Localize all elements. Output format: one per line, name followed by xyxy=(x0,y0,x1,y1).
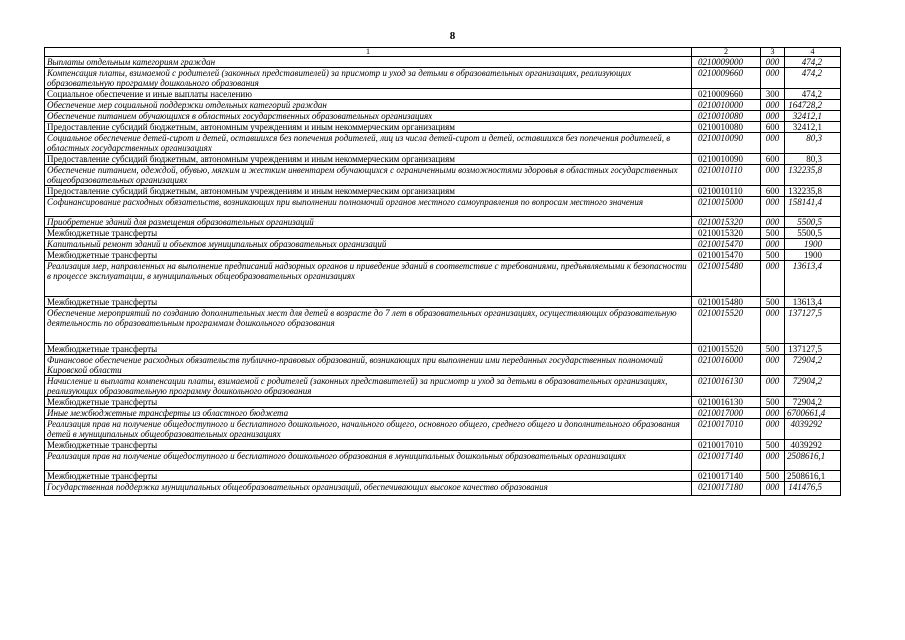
row-name-cell: Межбюджетные трансферты xyxy=(45,250,692,261)
table-row xyxy=(45,89,841,100)
row-code-cell: 0210017140 xyxy=(692,471,761,482)
row-name-cell: Предоставление субсидий бюджетным, автономным учреждениям и иным некоммерческим организациям xyxy=(45,122,692,133)
row-name-cell: Социальное обеспечение и иные выплаты населению xyxy=(45,89,692,100)
row-code-cell: 0210010090 xyxy=(692,133,761,154)
row-type-cell: 000 xyxy=(761,261,785,297)
row-amount-cell: 474,2 xyxy=(785,57,841,68)
row-type-cell: 000 xyxy=(761,217,785,228)
row-code-cell: 0210017140 xyxy=(692,451,761,471)
row-code-cell: 0210015320 xyxy=(692,217,761,228)
row-code-cell: 0210016000 xyxy=(692,355,761,376)
row-amount-cell: 164728,2 xyxy=(785,100,841,111)
table-row xyxy=(45,397,841,408)
row-type-cell: 000 xyxy=(761,408,785,419)
row-amount-cell: 5500,5 xyxy=(785,228,841,239)
table-row xyxy=(45,471,841,482)
page-number: 8 xyxy=(449,30,456,42)
row-amount-cell: 13613,4 xyxy=(785,297,841,308)
row-code-cell: 0210015470 xyxy=(692,239,761,250)
row-code-cell: 0210015480 xyxy=(692,261,761,297)
table-row xyxy=(45,344,841,355)
row-name-cell: Межбюджетные трансферты xyxy=(45,344,692,355)
row-code-cell: 0210015520 xyxy=(692,344,761,355)
row-name-cell: Иные межбюджетные трансферты из областного бюджета xyxy=(45,408,692,419)
row-type-cell: 300 xyxy=(761,89,785,100)
row-name-cell: Предоставление субсидий бюджетным, автономным учреждениям и иным некоммерческим организациям xyxy=(45,154,692,165)
row-type-cell: 500 xyxy=(761,471,785,482)
table-row xyxy=(45,111,841,122)
row-code-cell: 0210015470 xyxy=(692,250,761,261)
row-name-cell: Реализация прав на получение общедоступного и бесплатного дошкольного, начального общего, основного общего, среднего общего и дополнительного образования детей в муниципальных общеобразовательных организациях xyxy=(45,419,692,440)
row-type-cell: 000 xyxy=(761,111,785,122)
row-amount-cell: 13613,4 xyxy=(785,261,841,297)
row-type-cell: 000 xyxy=(761,239,785,250)
row-type-cell: 000 xyxy=(761,57,785,68)
row-name-cell: Государственная поддержка муниципальных общеобразовательных организаций, обеспечивающих высокое качество образования xyxy=(45,482,692,496)
row-amount-cell: 5500,5 xyxy=(785,217,841,228)
row-name-cell: Начисление и выплата компенсации платы, взимаемой с родителей (законных представителей) за присмотр и уход за детьми в образовательных организациях, реализующих образовательную программу дошкольного образования xyxy=(45,376,692,397)
row-code-cell: 0210015520 xyxy=(692,308,761,344)
row-code-cell: 0210010110 xyxy=(692,165,761,186)
row-amount-cell: 474,2 xyxy=(785,89,841,100)
row-amount-cell: 2508616,1 xyxy=(785,471,841,482)
row-type-cell: 000 xyxy=(761,133,785,154)
row-name-cell: Межбюджетные трансферты xyxy=(45,440,692,451)
row-name-cell: Обеспечение мер социальной поддержки отдельных категорий граждан xyxy=(45,100,692,111)
row-name-cell: Реализация прав на получение общедоступного и бесплатного дошкольного образования в муниципальных дошкольных образовательных организациях xyxy=(45,451,692,471)
table-row xyxy=(45,451,841,471)
row-type-cell: 000 xyxy=(761,68,785,89)
table-header-row xyxy=(45,48,841,57)
table-row xyxy=(45,408,841,419)
row-name-cell: Межбюджетные трансферты xyxy=(45,228,692,239)
row-amount-cell: 72904,2 xyxy=(785,355,841,376)
row-amount-cell: 1900 xyxy=(785,250,841,261)
row-amount-cell: 474,2 xyxy=(785,68,841,89)
table-row xyxy=(45,376,841,397)
row-type-cell: 000 xyxy=(761,355,785,376)
table-row xyxy=(45,100,841,111)
row-name-cell: Обеспечение питанием обучающихся в областных государственных образовательных организациях xyxy=(45,111,692,122)
row-code-cell: 0210017180 xyxy=(692,482,761,496)
row-code-cell: 0210017000 xyxy=(692,408,761,419)
row-amount-cell: 4039292 xyxy=(785,419,841,440)
row-code-cell: 0210010110 xyxy=(692,186,761,197)
table-row xyxy=(45,122,841,133)
row-type-cell: 500 xyxy=(761,228,785,239)
table-row xyxy=(45,165,841,186)
row-code-cell: 0210016130 xyxy=(692,397,761,408)
table-row xyxy=(45,297,841,308)
header-col-1: 1 xyxy=(45,48,692,57)
row-name-cell: Компенсация платы, взимаемой с родителей (законных представителей) за присмотр и уход за детьми в образовательных организациях, реализующих образовательную программу дошкольного образования xyxy=(45,68,692,89)
row-name-cell: Капитальный ремонт зданий и объектов муниципальных образовательных организаций xyxy=(45,239,692,250)
row-code-cell: 0210009000 xyxy=(692,57,761,68)
row-amount-cell: 137127,5 xyxy=(785,344,841,355)
row-name-cell: Межбюджетные трансферты xyxy=(45,471,692,482)
table-row xyxy=(45,419,841,440)
table-row xyxy=(45,217,841,228)
table-row xyxy=(45,133,841,154)
row-name-cell: Финансовое обеспечение расходных обязательств публично-правовых образований, возникающих при выполнении ими переданных государственных полномочий Кировской области xyxy=(45,355,692,376)
table-row xyxy=(45,68,841,89)
row-type-cell: 000 xyxy=(761,482,785,496)
row-code-cell: 0210017010 xyxy=(692,419,761,440)
row-name-cell: Обеспечение мероприятий по созданию дополнительных мест для детей в возрасте до 7 лет в образовательных организациях, осуществляющих образовательную деятельность по образовательным программам дошкольного образования xyxy=(45,308,692,344)
row-name-cell: Выплаты отдельным категориям граждан xyxy=(45,57,692,68)
header-col-3: 3 xyxy=(761,48,785,57)
row-code-cell: 0210010000 xyxy=(692,100,761,111)
row-type-cell: 000 xyxy=(761,451,785,471)
row-amount-cell: 141476,5 xyxy=(785,482,841,496)
table-row xyxy=(45,482,841,496)
table-row xyxy=(45,57,841,68)
row-code-cell: 0210010080 xyxy=(692,111,761,122)
row-amount-cell: 80,3 xyxy=(785,154,841,165)
table-row xyxy=(45,239,841,250)
row-type-cell: 600 xyxy=(761,154,785,165)
row-type-cell: 000 xyxy=(761,308,785,344)
row-amount-cell: 1900 xyxy=(785,239,841,250)
row-amount-cell: 132235,8 xyxy=(785,186,841,197)
row-name-cell: Социальное обеспечение детей-сирот и детей, оставшихся без попечения родителей, лиц из числа детей-сирот и детей, оставшихся без попечения родителей, в областных государственных организациях xyxy=(45,133,692,154)
table-row xyxy=(45,154,841,165)
row-amount-cell: 72904,2 xyxy=(785,376,841,397)
row-name-cell: Приобретение зданий для размещения образовательных организаций xyxy=(45,217,692,228)
row-amount-cell: 2508616,1 xyxy=(785,451,841,471)
row-amount-cell: 158141,4 xyxy=(785,197,841,217)
row-name-cell: Межбюджетные трансферты xyxy=(45,297,692,308)
row-code-cell: 0210016130 xyxy=(692,376,761,397)
table-row xyxy=(45,228,841,239)
row-name-cell: Софинансирование расходных обязательств, возникающих при выполнении полномочий органов местного самоуправления по вопросам местного значения xyxy=(45,197,692,217)
row-amount-cell: 6700661,4 xyxy=(785,408,841,419)
header-col-4: 4 xyxy=(785,48,841,57)
row-name-cell: Обеспечение питанием, одеждой, обувью, мягким и жестким инвентарем обучающихся с ограниченными возможностями здоровья в областных государственных общеобразовательных организациях xyxy=(45,165,692,186)
row-amount-cell: 4039292 xyxy=(785,440,841,451)
row-amount-cell: 32412,1 xyxy=(785,111,841,122)
row-code-cell: 0210015320 xyxy=(692,228,761,239)
row-amount-cell: 137127,5 xyxy=(785,308,841,344)
row-code-cell: 0210010080 xyxy=(692,122,761,133)
row-amount-cell: 80,3 xyxy=(785,133,841,154)
row-type-cell: 000 xyxy=(761,419,785,440)
row-code-cell: 0210010090 xyxy=(692,154,761,165)
row-type-cell: 600 xyxy=(761,122,785,133)
row-type-cell: 500 xyxy=(761,397,785,408)
row-type-cell: 000 xyxy=(761,376,785,397)
row-type-cell: 000 xyxy=(761,100,785,111)
row-code-cell: 0210017010 xyxy=(692,440,761,451)
table-row xyxy=(45,197,841,217)
row-type-cell: 500 xyxy=(761,440,785,451)
row-type-cell: 600 xyxy=(761,186,785,197)
table-row xyxy=(45,355,841,376)
row-amount-cell: 132235,8 xyxy=(785,165,841,186)
row-name-cell: Межбюджетные трансферты xyxy=(45,397,692,408)
row-amount-cell: 72904,2 xyxy=(785,397,841,408)
budget-table xyxy=(44,47,841,496)
header-col-2: 2 xyxy=(692,48,761,57)
table-row xyxy=(45,250,841,261)
row-name-cell: Реализация мер, направленных на выполнение предписаний надзорных органов и приведение зданий в соответствие с требованиями, предъявляемыми к безопасности в процессе эксплуатации, в муниципальных общеобразовательных организациях xyxy=(45,261,692,297)
row-code-cell: 0210015480 xyxy=(692,297,761,308)
table-row xyxy=(45,308,841,344)
row-type-cell: 500 xyxy=(761,250,785,261)
row-amount-cell: 32412,1 xyxy=(785,122,841,133)
row-code-cell: 0210009660 xyxy=(692,68,761,89)
row-code-cell: 0210015000 xyxy=(692,197,761,217)
row-type-cell: 500 xyxy=(761,344,785,355)
row-type-cell: 000 xyxy=(761,197,785,217)
row-type-cell: 000 xyxy=(761,165,785,186)
table-row xyxy=(45,440,841,451)
row-code-cell: 0210009660 xyxy=(692,89,761,100)
row-name-cell: Предоставление субсидий бюджетным, автономным учреждениям и иным некоммерческим организациям xyxy=(45,186,692,197)
table-row xyxy=(45,261,841,297)
table-row xyxy=(45,186,841,197)
row-type-cell: 500 xyxy=(761,297,785,308)
